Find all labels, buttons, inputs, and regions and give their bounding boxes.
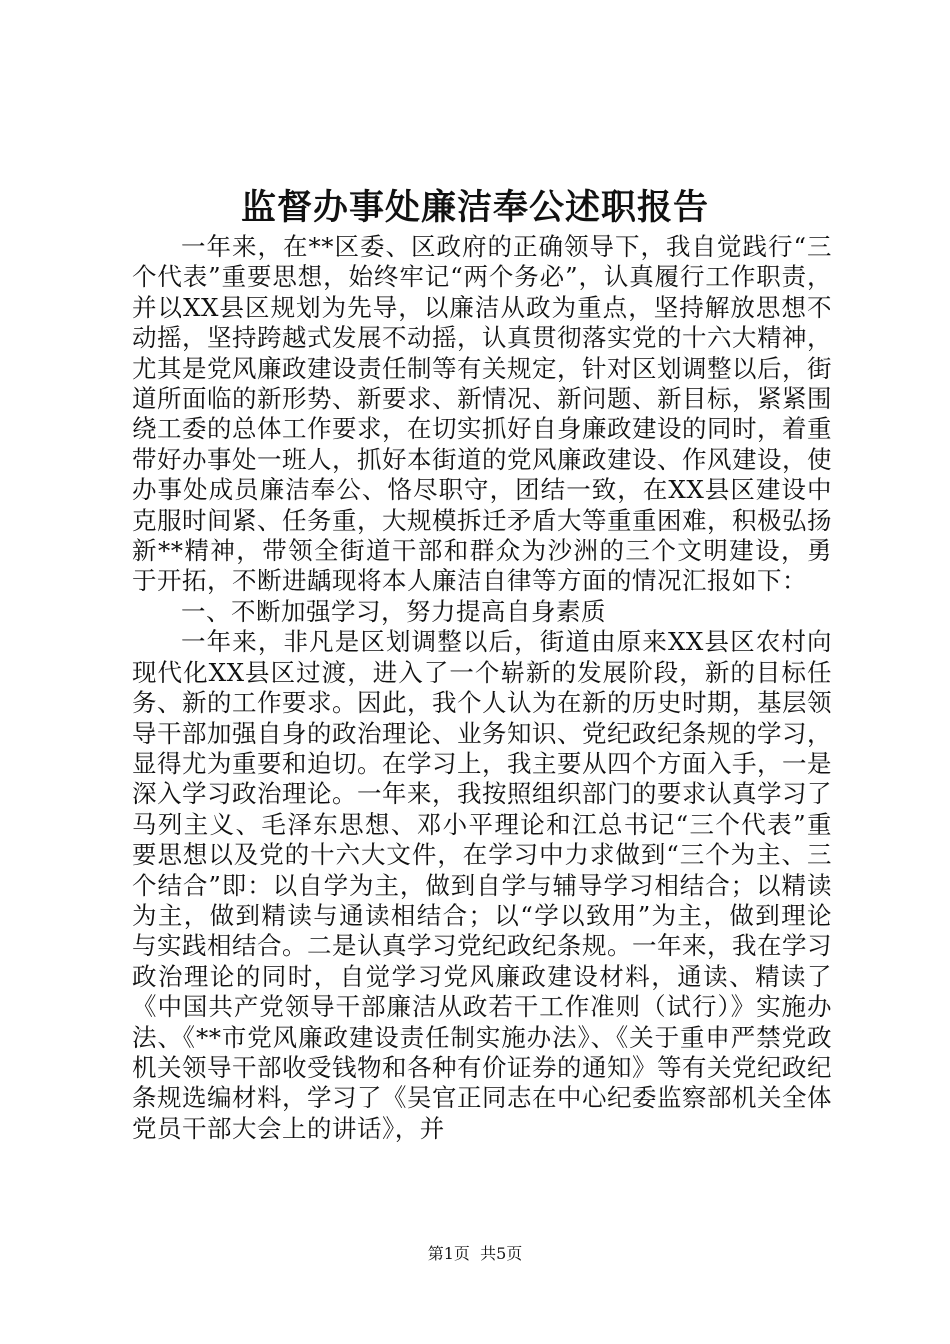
section-heading-1: 一、不断加强学习，努力提高自身素质 (181, 596, 606, 626)
document-title: 监督办事处廉洁奉公述职报告 (240, 187, 709, 228)
paragraph-intro: 一年来，在**区委、区政府的正确领导下，我自觉践行“三个代表”重要思想，始终牢记“两个务必”，认真履行工作职责，并以XX县区规划为先导，以廉洁从政为重点，坚持解放思想不动摇，坚持跨越式发展不动摇，认真贯彻落实党的十六大精神，尤其是党风廉政建设责任制等有关规定，针对区划调整以后，街道所面临的新形势、新要求、新情况、新问题、新目标，紧紧围绕工委的总体工作要求，在切实抓好自身廉政建设的同时，着重带好办事处一班人，抓好本街道的党风廉政建设、作风建设，使办事处成员廉洁奉公、恪尽职守，团结一致，在XX县区建设中克服时间紧、任务重，大规模拆迁矛盾大等重重困难，积极弘扬新**精神，带领全街道干部和群众为沙洲的三个文明建设，勇于开拓，不断进龋现将本人廉洁自律等方面的情况汇报如下： (132, 232, 832, 596)
document-body (132, 232, 832, 1144)
page-footer (0, 1244, 950, 1264)
page-number-label: 第1页 共5页 (427, 1244, 523, 1263)
paragraph-section-1: 一年来，非凡是区划调整以后，街道由原来XX县区农村向现代化XX县区过渡，进入了一个崭新的发展阶段，新的目标任务、新的工作要求。因此，我个人认为在新的历史时期，基层领导干部加强自身的政治理论、业务知识、党纪政纪条规的学习，显得尤为重要和迫切。在学习上，我主要从四个方面入手，一是深入学习政治理论。一年来，我按照组织部门的要求认真学习了马列主义、毛泽东思想、邓小平理论和江总书记“三个代表”重要思想以及党的十六大文件，在学习中力求做到“三个为主、三个结合”即：以自学为主，做到自学与辅导学习相结合；以精读为主，做到精读与通读相结合；以“学以致用”为主，做到理论与实践相结合。二是认真学习党纪政纪条规。一年来，我在学习政治理论的同时，自觉学习党风廉政建设材料，通读、精读了《中国共产党领导干部廉洁从政若干工作准则（试行）》实施办法、《**市党风廉政建设责任制实施办法》、《关于重申严禁党政机关领导干部收受钱物和各种有价证券的通知》等有关党纪政纪条规选编材料，学习了《吴官正同志在中心纪委监察部机关全体党员干部大会上的讲话》，并 (132, 627, 832, 1143)
